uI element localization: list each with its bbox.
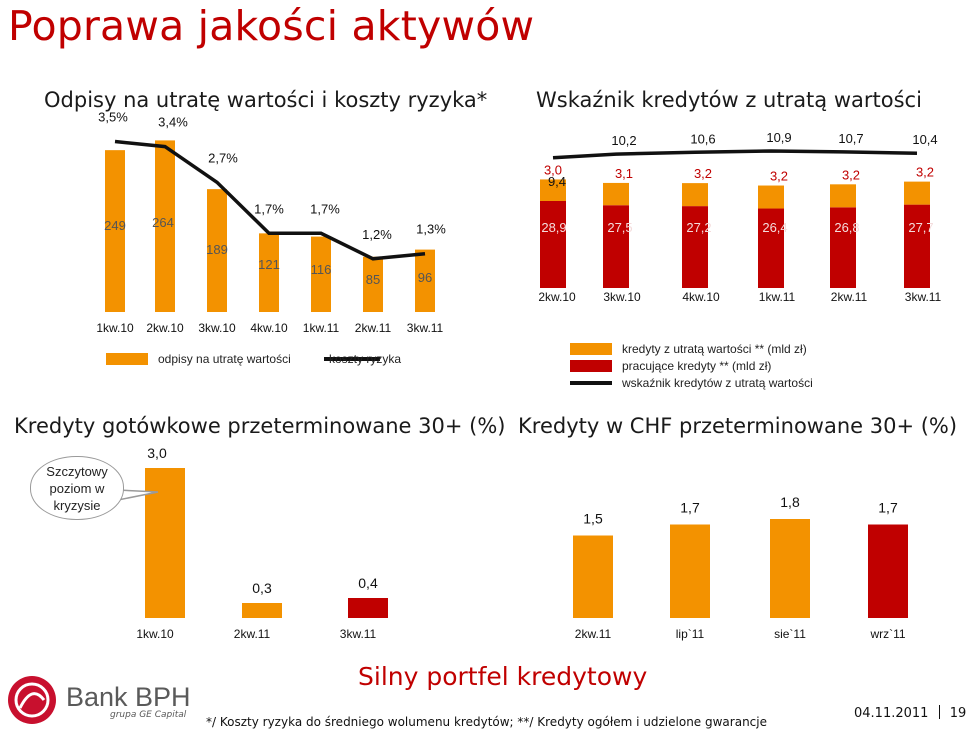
impaired-ratio-label: 10,7 [838,130,864,146]
legend-swatch-line [570,381,612,385]
legend-item-ratio [570,376,813,390]
legend-label: wskaźnik kredytów z utratą wartości [622,376,813,390]
impairment-value-label: 249 [104,218,126,233]
cash-loans-value-label: 0,3 [252,580,272,596]
performing-value-label: 27,2 [686,220,712,235]
chf-loans-bar [868,525,908,619]
page-title: Poprawa jakości aktywów [8,2,535,50]
date-page [854,705,966,721]
logo-sub: grupa GE Capital [110,710,187,720]
cash-loans-bar [348,598,388,618]
legend-swatch-red [570,360,612,372]
impaired-ratio-label: 9,4 [547,174,567,189]
x-tick-label: 3kw.10 [198,321,236,335]
legend-label: koszty ryzyka [329,352,402,366]
chf-loans-value-label: 1,7 [680,499,700,516]
x-tick-label: 1kw.11 [758,290,796,304]
legend-label: kredyty z utratą wartości ** (mld zł) [622,342,807,356]
performing-loans-bar [682,206,708,288]
impaired-loans-bar [758,186,784,209]
legend-item-performing [570,359,771,373]
impairment-bar [259,233,279,312]
impaired-ratio-label: 10,2 [611,133,637,149]
x-tick-label: 1kw.10 [96,321,134,335]
impaired-value-label: 3,2 [693,166,713,182]
slogan: Silny portfel kredytowy [358,662,648,691]
cash-loans-bar [242,603,282,618]
performing-value-label: 26,8 [834,220,860,235]
impaired-value-label: 3,2 [915,164,935,180]
cost-of-risk-label: 3,5% [98,109,128,125]
footnote: */ Koszty ryzyka do średniego wolumenu kredytów; **/ Kredyty ogółem i udzielone gwarancje [206,715,767,729]
x-tick-label: 1kw.11 [302,321,340,335]
legend-swatch-orange [570,343,612,355]
x-tick-label: 2kw.11 [830,290,868,304]
x-tick-label: 2kw.10 [538,290,576,304]
cost-of-risk-label: 2,7% [208,150,238,166]
callout-line: poziom w [49,480,105,496]
impaired-ratio-line [553,151,917,158]
cost-of-risk-label: 1,7% [254,201,284,217]
impaired-loans-bar [830,184,856,207]
logo-name: Bank BPH [66,682,191,712]
chf-loans-bar [670,525,710,619]
performing-value-label: 28,9 [541,220,567,235]
legend-item-cost-of-risk [329,352,401,366]
callout-line: Szczytowy [46,463,108,479]
chf-loans-value-label: 1,5 [583,510,603,527]
panel-title-cash-loans: Kredyty gotówkowe przeterminowane 30+ (%) [14,414,506,438]
impairment-value-label: 264 [152,215,174,230]
legend-label: pracujące kredyty ** (mld zł) [622,359,772,373]
impaired-value-label: 3,2 [841,167,861,183]
impaired-loans-bar [682,183,708,206]
x-tick-label: 2kw.11 [354,321,392,335]
impairment-value-label: 96 [417,270,433,285]
x-tick-label: 3kw.11 [339,627,377,641]
x-tick-label: 3kw.11 [904,290,942,304]
impaired-value-label: 3,1 [614,165,634,181]
x-tick-label: 2kw.10 [146,321,184,335]
x-tick-label: lip`11 [675,627,705,641]
impaired-value-label: 3,2 [769,168,789,184]
cash-loans-value-label: 3,0 [147,445,167,461]
x-tick-label: 3kw.11 [406,321,444,335]
cash-loans-value-label: 0,4 [358,575,378,591]
x-tick-label: 4kw.10 [250,321,288,335]
x-tick-label: 1kw.10 [136,627,174,641]
x-tick-label: sie`11 [774,627,806,641]
impairment-value-label: 85 [365,272,381,287]
impairment-value-label: 116 [310,262,332,277]
performing-loans-bar [603,205,629,288]
chf-loans-value-label: 1,7 [878,499,898,516]
x-tick-label: 2kw.11 [233,627,271,641]
x-tick-label: 4kw.10 [682,290,720,304]
panel-title-impairment: Odpisy na utratę wartości i koszty ryzyka* [44,88,488,112]
impaired-ratio-label: 10,9 [766,129,792,145]
chf-loans-bar [770,519,810,618]
impairment-value-label: 189 [206,242,228,257]
impairment-value-label: 121 [258,257,280,272]
page-number: 19 [949,706,966,721]
panel-title-chf-loans: Kredyty w CHF przeterminowane 30+ (%) [518,414,958,438]
impaired-loans-bar [603,183,629,205]
cost-of-risk-label: 3,4% [158,114,188,130]
date: 04.11.2011 [854,706,929,721]
performing-value-label: 27,7 [908,220,934,235]
legend-label: odpisy na utratę wartości [158,352,291,366]
peak-callout [30,456,124,520]
cash-loans-bar [145,468,185,618]
legend-item-impairment [106,352,291,366]
cost-of-risk-label: 1,2% [362,226,392,242]
cost-of-risk-label: 1,3% [416,221,446,237]
callout-line: kryzysie [53,497,101,513]
impaired-ratio-label: 10,4 [912,132,938,148]
legend-swatch-orange [106,353,148,365]
chf-loans-bar [573,536,613,619]
x-tick-label: wrz`11 [870,627,906,641]
impaired-value-label: 3,0 [543,162,563,178]
x-tick-label: 3kw.10 [603,290,641,304]
performing-loans-bar [540,201,566,288]
performing-value-label: 27,5 [607,220,633,235]
x-tick-label: 2kw.11 [574,627,612,641]
impaired-ratio-label: 10,6 [690,131,716,147]
cost-of-risk-label: 1,7% [310,201,340,217]
performing-value-label: 26,4 [762,220,788,235]
bank-logo-icon [2,670,62,730]
panel-title-impaired-ratio: Wskaźnik kredytów z utratą wartości [536,88,922,112]
chf-loans-value-label: 1,8 [780,494,800,510]
impaired-loans-bar [904,182,930,205]
legend-item-impaired [570,342,807,356]
performing-loans-bar [904,205,930,288]
